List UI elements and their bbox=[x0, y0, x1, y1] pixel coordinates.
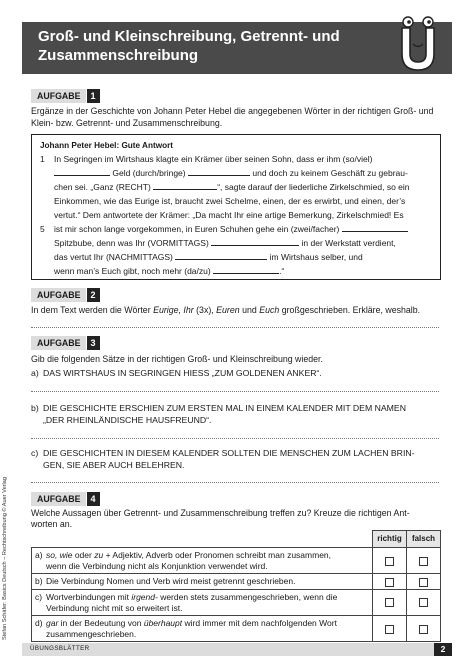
checkbox-true[interactable] bbox=[385, 598, 394, 607]
task2-badge bbox=[31, 288, 100, 302]
table-row bbox=[32, 589, 441, 615]
answer-blank[interactable] bbox=[213, 267, 279, 274]
statement-text: c) Wortverbindungen mit irgend- werden stets zusammengeschrieben, wenn die Verbindung nicht mit so erweitert ist. bbox=[32, 589, 373, 615]
answer-blank[interactable] bbox=[211, 239, 299, 246]
table-row bbox=[32, 574, 441, 590]
statement-text: b) Die Verbindung Nomen und Verb wird meist getrennt geschrieben. bbox=[32, 574, 373, 590]
checkbox-false[interactable] bbox=[419, 598, 428, 607]
sentence-a: a) DAS WIRTSHAUS IN SEGRINGEN HIESS „ZUM GOLDENEN ANKER“. bbox=[31, 368, 322, 378]
task-label: AUFGABE bbox=[31, 492, 86, 506]
task4-badge bbox=[31, 492, 100, 506]
story-box: Johann Peter Hebel: Gute Antwort 1 In Segringen im Wirtshaus klagte ein Krämer über seinen Sohn, dass er ihm (so/viel) Geld (durch/bringe) und doch zu keinem Geschäft zu gebrau- chen sei. „Ganz (RECHT) “, sagte darauf der liederliche Zirkelschmied, so ein Einkommen, wie das Eurige ist, braucht zwei Schelme, einen, der es erwirbt, und einen, der’s vertut.“ Dem antwortete der Krämer: „Da macht Ihr eine artige Bemerkung, Zirkelschmied! Es 5 ist mir schon lange vorgekommen, in Euren Schuhen gehe ein (zwei/facher) Spitzbube, denn was Ihr (VORMITTAGS) in der Werkstatt verdient, das vertut Ihr (NACHMITTAGS) im Wirtshaus selber, und wenn man’s Euch gibt, noch mehr (da/zu) .“ bbox=[31, 134, 441, 280]
answer-line[interactable] bbox=[31, 327, 439, 328]
copyright-sidebar bbox=[2, 470, 16, 640]
sentence-b: b) DIE GESCHICHTE ERSCHIEN ZUM ERSTEN MAL IN EINEM KALENDER MIT DEM NAMEN „DER RHEINLÄNDISCHE HAUSFREUND“. bbox=[31, 403, 406, 425]
answer-line[interactable] bbox=[31, 438, 439, 439]
statement-table bbox=[31, 530, 441, 642]
task-label: AUFGABE bbox=[31, 89, 86, 103]
table-row bbox=[32, 616, 441, 642]
statement-text: d) gar in der Bedeutung von überhaupt wird immer mit dem nachfolgenden Wort zusammengeschrieben. bbox=[32, 616, 373, 642]
answer-blank[interactable] bbox=[342, 225, 408, 232]
checkbox-false[interactable] bbox=[419, 557, 428, 566]
page-header bbox=[22, 22, 452, 74]
story-title: Johann Peter Hebel: Gute Antwort bbox=[40, 141, 173, 150]
task-number: 4 bbox=[87, 492, 100, 506]
mascot-letter-u-icon bbox=[394, 14, 442, 76]
checkbox-true[interactable] bbox=[385, 578, 394, 587]
answer-blank[interactable] bbox=[54, 169, 110, 176]
task2-instruction: In dem Text werden die Wörter Eurige, Ihr (3x), Euren und Euch großgeschrieben. Erkläre, weshalb. bbox=[31, 305, 421, 315]
copyright-text: Stefan Schäfer: Basics Deutsch – Rechtschreibung © Auer Verlag bbox=[2, 476, 8, 640]
column-header-false: falsch bbox=[407, 531, 441, 548]
column-header-true: richtig bbox=[373, 531, 407, 548]
footer-label: ÜBUNGSBLÄTTER bbox=[30, 645, 90, 652]
task-label: AUFGABE bbox=[31, 288, 86, 302]
task-number: 1 bbox=[87, 89, 100, 103]
task-number: 2 bbox=[87, 288, 100, 302]
checkbox-true[interactable] bbox=[385, 557, 394, 566]
answer-line[interactable] bbox=[31, 391, 439, 392]
checkbox-false[interactable] bbox=[419, 625, 428, 634]
checkbox-false[interactable] bbox=[419, 578, 428, 587]
page-number: 2 bbox=[434, 643, 452, 656]
table-row bbox=[32, 548, 441, 574]
statement-text: a) so, wie oder zu + Adjektiv, Adverb oder Pronomen schreibt man zusammen, wenn die Verbindung nicht als Konjunktion verwendet wird. bbox=[32, 548, 373, 574]
answer-blank[interactable] bbox=[188, 169, 250, 176]
page-title: Groß- und Kleinschreibung, Getrennt- und Zusammenschreibung bbox=[38, 28, 340, 64]
task1-badge bbox=[31, 89, 100, 103]
sentence-c: c) DIE GESCHICHTEN IN DIESEM KALENDER SOLLTEN DIE MENSCHEN ZUM LACHEN BRIN- GEN, SIE ABER AUCH BELEHREN. bbox=[31, 448, 415, 470]
task3-instruction: Gib die folgenden Sätze in der richtigen Groß- und Kleinschreibung wieder. bbox=[31, 354, 323, 364]
answer-blank[interactable] bbox=[153, 183, 217, 190]
checkbox-true[interactable] bbox=[385, 625, 394, 634]
task-number: 3 bbox=[87, 336, 100, 350]
task-label: AUFGABE bbox=[31, 336, 86, 350]
task3-badge bbox=[31, 336, 100, 350]
page-footer bbox=[22, 643, 452, 656]
answer-line[interactable] bbox=[31, 482, 439, 483]
answer-blank[interactable] bbox=[175, 253, 267, 260]
task4-instruction: Welche Aussagen über Getrennt- und Zusammenschreibung treffen zu? Kreuze die richtigen Ant- worten an. bbox=[31, 508, 410, 530]
task1-instruction: Ergänze in der Geschichte von Johann Peter Hebel die angegebenen Wörter in der richtigen Groß- und Klein- bzw. Getrennt- und Zusammenschreibung. bbox=[31, 106, 434, 129]
